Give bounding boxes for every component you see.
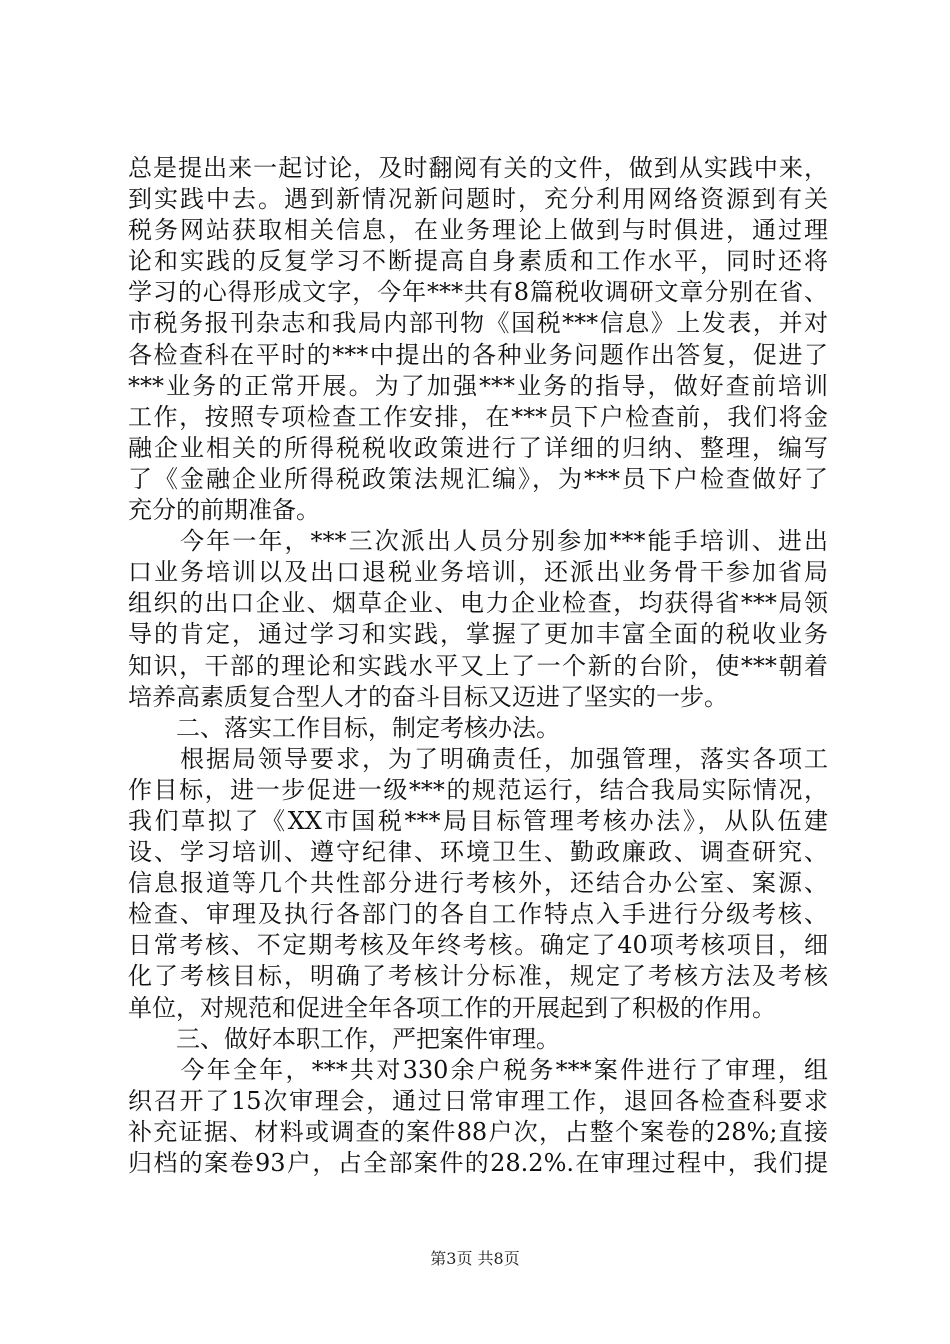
- text-line: 各检查科在平时的***中提出的各种业务问题作出答复，促进了: [128, 340, 828, 369]
- text-line: 组织的出口企业、烟草企业、电力企业检查，均获得省***局领: [128, 589, 828, 618]
- text-line: 今年一年，***三次派出人员分别参加***能手培训、进出: [128, 527, 828, 556]
- text-line: 导的肯定，通过学习和实践，掌握了更加丰富全面的税收业务: [128, 620, 828, 649]
- text-line: 论和实践的反复学习不断提高自身素质和工作水平，同时还将: [128, 247, 828, 276]
- text-line: ***业务的正常开展。为了加强***业务的指导，做好查前培训: [128, 371, 828, 400]
- text-line: 补充证据、材料或调查的案件88户次，占整个案卷的28%;直接: [128, 1117, 828, 1146]
- text-line: 设、学习培训、遵守纪律、环境卫生、勤政廉政、调查研究、: [128, 838, 828, 867]
- text-line: 融企业相关的所得税税收政策进行了详细的归纳、整理，编写: [128, 433, 828, 462]
- text-line: 化了考核目标，明确了考核计分标准，规定了考核方法及考核: [128, 962, 828, 991]
- text-line: 市税务报刊杂志和我局内部刊物《国税***信息》上发表，并对: [128, 309, 828, 338]
- text-line: 总是提出来一起讨论，及时翻阅有关的文件，做到从实践中来，: [128, 154, 828, 182]
- text-line: 了《金融企业所得税政策法规汇编》，为***员下户检查做好了: [128, 464, 828, 493]
- text-line: 工作，按照专项检查工作安排，在***员下户检查前，我们将金: [128, 402, 828, 431]
- text-line: 培养高素质复合型人才的奋斗目标又迈进了坚实的一步。: [128, 682, 728, 711]
- text-line: 到实践中去。遇到新情况新问题时，充分利用网络资源到有关: [128, 185, 828, 214]
- text-line: 充分的前期准备。: [128, 496, 320, 525]
- text-line: 根据局领导要求，为了明确责任，加强管理，落实各项工: [128, 744, 828, 773]
- page-footer: 第3页 共8页: [430, 1249, 520, 1268]
- text-line: 作目标，进一步促进一级***的规范运行，结合我局实际情况，: [128, 775, 828, 804]
- text-line: 我们草拟了《XX市国税***局目标管理考核办法》，从队伍建: [128, 806, 828, 835]
- text-line: 三、做好本职工作，严把案件审理。: [128, 1024, 560, 1053]
- text-line: 检查、审理及执行各部门的各自工作特点入手进行分级考核、: [128, 900, 828, 929]
- text-line: 学习的心得形成文字，今年***共有8篇税收调研文章分别在省、: [128, 278, 828, 307]
- text-line: 信息报道等几个共性部分进行考核外，还结合办公室、案源、: [128, 869, 828, 898]
- text-line: 二、落实工作目标，制定考核办法。: [128, 713, 560, 742]
- text-line: 知识，干部的理论和实践水平又上了一个新的台阶，使***朝着: [128, 651, 828, 680]
- text-line: 织召开了15次审理会，通过日常审理工作，退回各检查科要求: [128, 1086, 828, 1115]
- text-line: 口业务培训以及出口退税业务培训，还派出业务骨干参加省局: [128, 558, 828, 587]
- text-line: 日常考核、不定期考核及年终考核。确定了40项考核项目，细: [128, 931, 828, 960]
- text-line: 今年全年，***共对330余户税务***案件进行了审理，组: [128, 1055, 828, 1084]
- text-line: 税务网站获取相关信息，在业务理论上做到与时俱进，通过理: [128, 216, 828, 245]
- text-line: 归档的案卷93户，占全部案件的28.2%.在审理过程中，我们提: [128, 1149, 828, 1177]
- text-line: 单位，对规范和促进全年各项工作的开展起到了积极的作用。: [128, 993, 776, 1022]
- body-text: [128, 153, 828, 1179]
